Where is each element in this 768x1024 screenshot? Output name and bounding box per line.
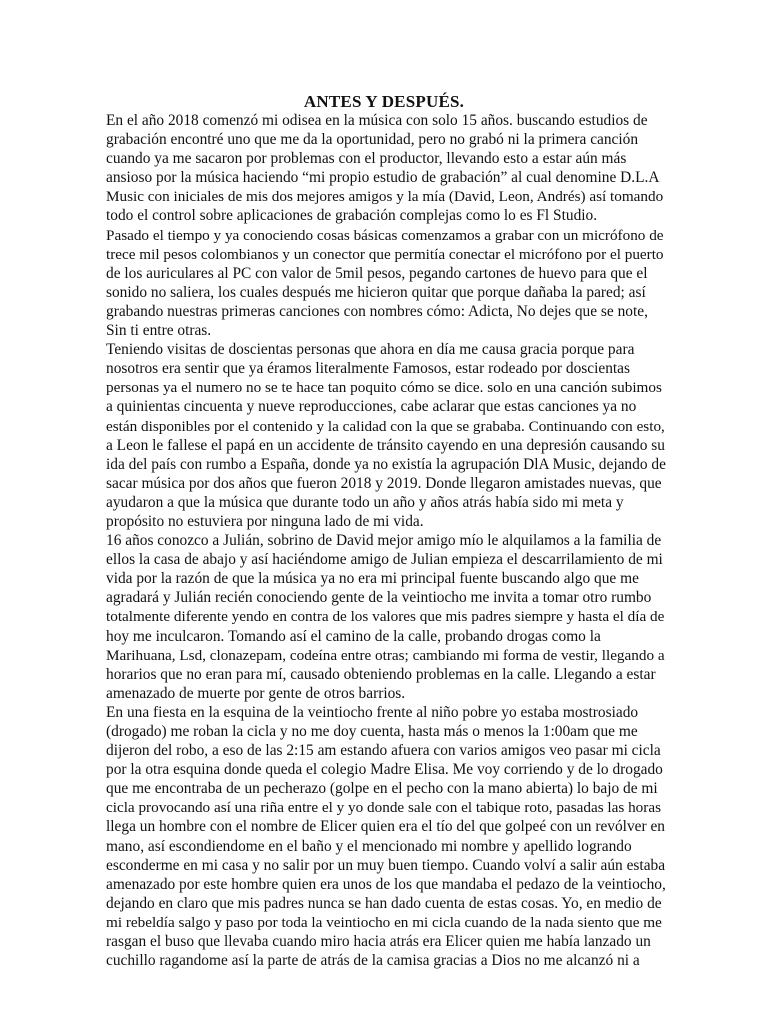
text-line: ellos la casa de abajo y así haciéndome amigo de Julian empieza el descarrilamiento de mi — [106, 551, 663, 569]
text-line: nosotros era sentir que ya éramos literalmente Famosos, estar rodeado por doscientas — [106, 360, 630, 378]
document-title: ANTES Y DESPUÉS. — [303, 92, 465, 111]
text-line: dejando en claro que mis padres nunca se han dado cuenta de estas cosas. Yo, en medio de — [106, 894, 662, 912]
text-line: que me encontraba de un pecherazo (golpe en el pecho con la mano abierta) lo bajo de mi — [106, 780, 658, 798]
text-line: esconderme en mi casa y no salir por un muy buen tiempo. Cuando volví a salir aún estaba — [106, 856, 666, 874]
text-line: amenazado de muerte por gente de otros barrios. — [106, 684, 406, 702]
text-line: cuchillo ragandome así la parte de atrás de la camisa gracias a Dios no me alcanzó ni a — [106, 952, 640, 970]
text-line: En el año 2018 comenzó mi odisea en la música con solo 15 años. buscando estudios de — [106, 112, 648, 129]
text-line: mi rebeldía salgo y paso por toda la veintiocho en mi cicla cuando de la nada siento que me — [106, 913, 662, 931]
text-line: personas ya el numero no se te hace tan poquito cómo se dice. solo en una canción subimos — [106, 379, 662, 397]
text-line: agradará y Julián recién conociendo gente de la veintiocho me invita a tomar otro rumbo — [106, 589, 652, 607]
text-line: ida del país con rumbo a España, donde ya no existía la agrupación DlA Music, dejando de — [106, 455, 666, 473]
text-line: ansioso por la música haciendo “mi propio estudio de grabación” al cual denomine D.L.A — [106, 169, 660, 187]
text-line: de los auriculares al PC con valor de 5mil pesos, pegando cartones de huevo para que el — [106, 264, 648, 282]
text-line: sacar música por dos años que fueron 2018 y 2019. Donde llegaron amistades nuevas, que — [106, 474, 662, 492]
text-line: vida por la razón de que la música ya no era mi principal fuente buscando algo que me — [106, 570, 639, 588]
text-line: todo el control sobre aplicaciones de grabación complejas como lo es Fl Studio. — [106, 207, 598, 225]
text-line: totalmente diferente yendo en contra de los valores que mis padres siempre y hasta el día de — [106, 608, 665, 626]
text-line: hoy me inculcaron. Tomando así el camino de la calle, probando drogas como la — [106, 627, 601, 645]
text-line: trece mil pesos colombianos y un conector que permitía conectar el micrófono por el puerto — [106, 245, 664, 263]
text-line: propósito no estuviera por ninguna lado de mi vida. — [106, 512, 424, 530]
text-line: Marihuana, Lsd, clonazepam, codeína entre otras; cambiando mi forma de vestir, llegando a — [106, 646, 665, 664]
text-line: mano, así escondiendome en el baño y el mencionado mi nombre y apellido logrando — [106, 837, 632, 855]
document-body — [106, 111, 666, 970]
text-line: por la otra esquina donde queda el colegio Madre Elisa. Me voy corriendo y de lo drogado — [106, 761, 663, 779]
text-line: sonido no saliera, los cuales después me hicieron quitar que porque dañaba la pared; así — [106, 283, 646, 301]
text-line: ayudaron a que la música que durante todo un año y años atrás había sido mi meta y — [106, 493, 624, 511]
text-line: cuando ya me sacaron por problemas con el productor, llevando esto a estar aún más — [106, 150, 627, 168]
text-line: dijeron del robo, a eso de las 2:15 am estando afuera con varios amigos veo pasar mi cicla — [106, 742, 661, 760]
text-line: Teniendo visitas de doscientas personas que ahora en día me causa gracia porque para — [106, 341, 635, 359]
text-line: grabación encontré uno que me da la oportunidad, pero no grabó ni la primera canción — [106, 131, 639, 149]
text-line: 16 años conozco a Julián, sobrino de David mejor amigo mío le alquilamos a la familia de — [106, 532, 662, 550]
text-line: a Leon le fallese el papá en un accidente de tránsito cayendo en una depresión causando su — [106, 436, 665, 454]
text-line: rasgan el buso que llevaba cuando miro hacia atrás era Elicer quien me había lanzado un — [106, 933, 651, 951]
text-line: Pasado el tiempo y ya conociendo cosas básicas comenzamos a grabar con un micrófono de — [106, 226, 664, 244]
text-line: En una fiesta en la esquina de la veintiocho frente al niño pobre yo estaba mostrosiado — [106, 703, 639, 721]
text-line: (drogado) me roban la cicla y no me doy cuenta, hasta más o menos la 1:00am que me — [106, 723, 638, 740]
text-line: horarios que no eran para mí, causado obteniendo problemas en la calle. Llegando a estar — [106, 665, 656, 683]
text-line: cicla provocando así una riña entre el y yo donde sale con el tabique roto, pasadas las horas — [106, 799, 661, 817]
text-line: grabando nuestras primeras canciones con nombres cómo: Adicta, No dejes que se note, — [106, 302, 648, 320]
text-line: Sin ti entre otras. — [106, 322, 212, 340]
text-line: Music con iniciales de mis dos mejores amigos y la mía (David, Leon, Andrés) así tomando — [106, 188, 664, 206]
text-line: amenazado por este hombre quien era unos de los que mandaba el pedazo de la veintiocho, — [106, 875, 666, 893]
text-line: llega un hombre con el nombre de Elicer quien era el tío del que golpeé con un revólver en — [106, 818, 665, 836]
text-line: están disponibles por el contenido y la calidad con la que se grababa. Continuando con esto, — [106, 417, 665, 435]
text-line: a quinientas cincuenta y nueve reproducciones, cabe aclarar que estas canciones ya no — [106, 398, 637, 416]
